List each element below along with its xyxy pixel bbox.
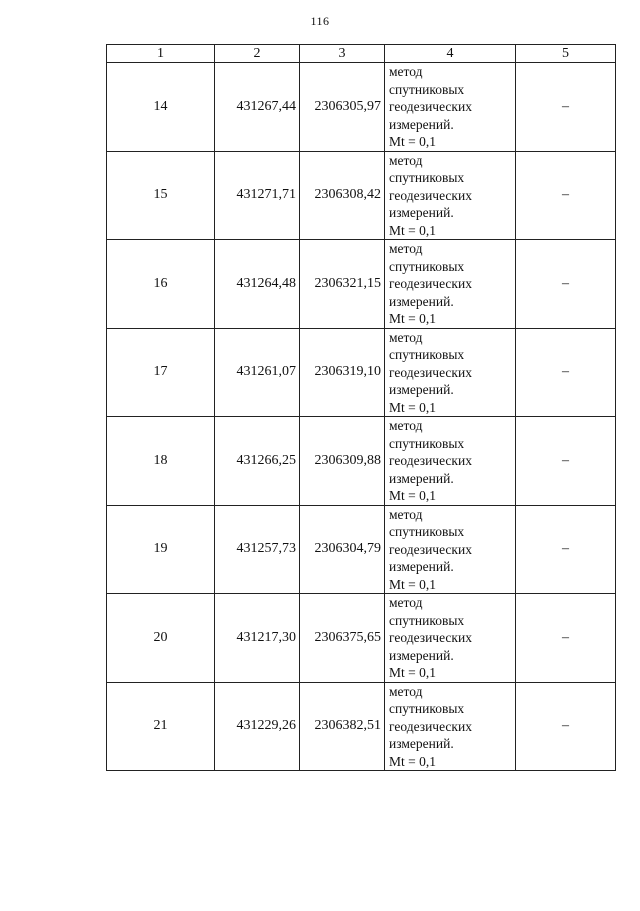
method-line: геодезических (389, 630, 472, 645)
x-coordinate-cell: 431266,25 (215, 417, 300, 506)
point-number-cell: 21 (107, 682, 215, 771)
table-row (107, 151, 616, 240)
x-coordinate-cell: 431271,71 (215, 151, 300, 240)
point-number-cell: 17 (107, 328, 215, 417)
method-line: метод (389, 418, 423, 433)
table-row (107, 63, 616, 152)
coordinates-table (106, 44, 616, 771)
method-line: измерений. (389, 205, 454, 220)
column-header-1: 1 (107, 45, 215, 63)
y-coordinate-cell: 2306304,79 (300, 505, 385, 594)
x-coordinate-cell: 431264,48 (215, 240, 300, 329)
description-cell: – (516, 328, 616, 417)
method-line: спутниковых (389, 81, 465, 97)
method-line: метод (389, 152, 423, 168)
method-line: геодезических (389, 276, 472, 291)
method-line: спутниковых (389, 612, 465, 628)
x-coordinate-cell: 431267,44 (215, 63, 300, 152)
table-header (107, 45, 616, 63)
method-line: Mt = 0,1 (389, 576, 436, 592)
method-line: метод (389, 683, 423, 699)
method-line: измерений. (389, 293, 454, 309)
method-line: спутниковых (389, 524, 465, 539)
method-line: Mt = 0,1 (389, 311, 436, 326)
point-number-cell: 14 (107, 63, 215, 152)
column-header-3: 3 (300, 45, 385, 63)
y-coordinate-cell: 2306309,88 (300, 417, 385, 506)
column-header-5: 5 (516, 45, 616, 63)
method-line: геодезических (389, 364, 472, 380)
x-coordinate-cell: 431217,30 (215, 594, 300, 683)
description-cell: – (516, 682, 616, 771)
method-line: геодезических (389, 453, 472, 468)
method-line: геодезических (389, 187, 472, 203)
description-cell: – (516, 151, 616, 240)
table-row (107, 328, 616, 417)
method-line: геодезических (389, 541, 472, 557)
table-body (107, 63, 616, 771)
table-row (107, 240, 616, 329)
description-cell: – (516, 417, 616, 506)
method-cell (385, 328, 516, 417)
table-row (107, 505, 616, 594)
column-header-4: 4 (385, 45, 516, 63)
y-coordinate-cell: 2306319,10 (300, 328, 385, 417)
method-line: Mt = 0,1 (389, 665, 436, 680)
method-line: спутниковых (389, 435, 465, 451)
method-line: метод (389, 595, 423, 610)
point-number-cell: 19 (107, 505, 215, 594)
method-cell (385, 594, 516, 683)
description-cell: – (516, 240, 616, 329)
method-cell (385, 63, 516, 152)
method-line: измерений. (389, 647, 454, 663)
method-line: измерений. (389, 736, 454, 751)
header-row (107, 45, 616, 63)
table-row (107, 417, 616, 506)
page-number: 116 (310, 14, 330, 28)
method-cell (385, 505, 516, 594)
y-coordinate-cell: 2306308,42 (300, 151, 385, 240)
description-cell: – (516, 594, 616, 683)
method-line: измерений. (389, 116, 454, 132)
method-line: Mt = 0,1 (389, 753, 436, 769)
method-line: метод (389, 241, 423, 256)
description-cell: – (516, 63, 616, 152)
y-coordinate-cell: 2306382,51 (300, 682, 385, 771)
method-line: Mt = 0,1 (389, 134, 436, 149)
method-cell (385, 417, 516, 506)
method-line: метод (389, 329, 423, 345)
column-header-2: 2 (215, 45, 300, 63)
method-line: геодезических (389, 99, 472, 114)
method-line: метод (389, 64, 423, 79)
method-cell (385, 682, 516, 771)
point-number-cell: 16 (107, 240, 215, 329)
method-line: Mt = 0,1 (389, 222, 436, 238)
method-line: Mt = 0,1 (389, 488, 436, 503)
x-coordinate-cell: 431261,07 (215, 328, 300, 417)
method-cell (385, 151, 516, 240)
method-line: метод (389, 506, 423, 522)
method-line: измерений. (389, 382, 454, 397)
point-number-cell: 18 (107, 417, 215, 506)
y-coordinate-cell: 2306375,65 (300, 594, 385, 683)
y-coordinate-cell: 2306305,97 (300, 63, 385, 152)
x-coordinate-cell: 431257,73 (215, 505, 300, 594)
table-row (107, 594, 616, 683)
method-line: спутниковых (389, 170, 465, 185)
method-line: измерений. (389, 559, 454, 574)
method-line: спутниковых (389, 347, 465, 362)
method-cell (385, 240, 516, 329)
method-line: геодезических (389, 718, 472, 734)
method-line: спутниковых (389, 258, 465, 274)
point-number-cell: 15 (107, 151, 215, 240)
method-line: спутниковых (389, 701, 465, 716)
point-number-cell: 20 (107, 594, 215, 683)
x-coordinate-cell: 431229,26 (215, 682, 300, 771)
table-row (107, 682, 616, 771)
method-line: Mt = 0,1 (389, 399, 436, 415)
y-coordinate-cell: 2306321,15 (300, 240, 385, 329)
description-cell: – (516, 505, 616, 594)
method-line: измерений. (389, 470, 454, 486)
